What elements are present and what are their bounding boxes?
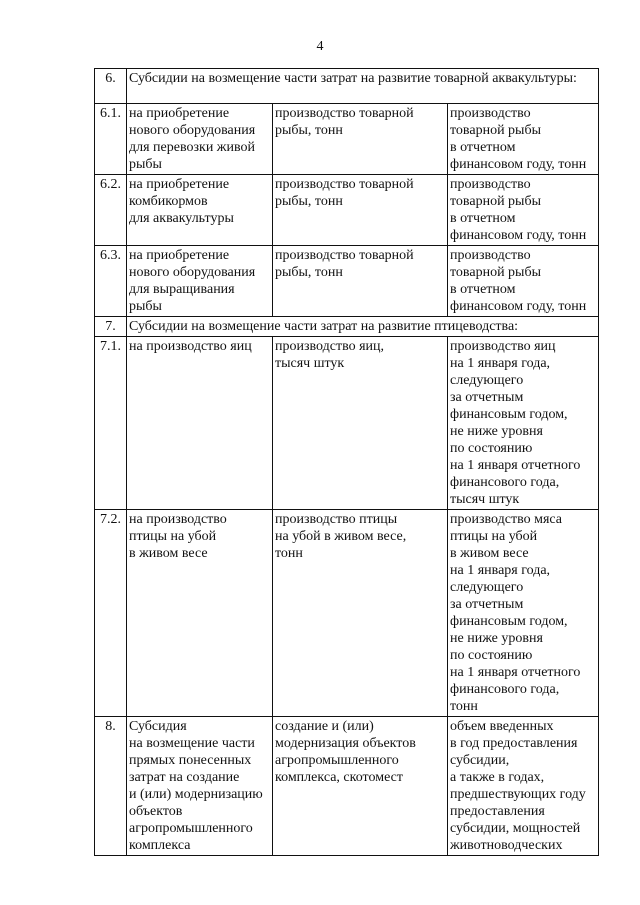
- result-cell: производство товарной рыбы в отчетном финансовом году, тонн: [448, 175, 599, 246]
- subsidy-purpose-cell: Субсидия на возмещение части прямых понесенных затрат на создание и (или) модернизацию объектов агропромышленного комплекса: [127, 717, 273, 856]
- table-row: [95, 104, 599, 175]
- page-number: 4: [316, 39, 324, 54]
- indicator-cell: производство товарной рыбы, тонн: [273, 246, 448, 317]
- result-cell: производство товарной рыбы в отчетном финансовом году, тонн: [448, 246, 599, 317]
- subsidy-purpose-cell: на производство птицы на убой в живом весе: [127, 510, 273, 717]
- result-cell: производство яиц на 1 января года, следующего за отчетным финансовым годом, не ниже уровня по состоянию на 1 января отчетного финансового года, тысяч штук: [448, 337, 599, 510]
- section-heading: Субсидии на возмещение части затрат на развитие птицеводства:: [127, 317, 599, 337]
- table-row-section: [95, 317, 599, 337]
- result-cell: объем введенных в год предоставления субсидии, а также в годах, предшествующих году предоставления субсидии, мощностей животноводческих: [448, 717, 599, 856]
- subsidies-table: [94, 68, 599, 856]
- row-number: 6.1.: [95, 104, 127, 175]
- table-row: [95, 337, 599, 510]
- indicator-cell: производство яиц, тысяч штук: [273, 337, 448, 510]
- result-cell: производство мяса птицы на убой в живом весе на 1 января года, следующего за отчетным финансовым годом, не ниже уровня по состоянию на 1 января отчетного финансового года, тонн: [448, 510, 599, 717]
- table-row: [95, 175, 599, 246]
- result-cell: производство товарной рыбы в отчетном финансовом году, тонн: [448, 104, 599, 175]
- table-row: [95, 246, 599, 317]
- row-number: 8.: [95, 717, 127, 856]
- row-number: 7.1.: [95, 337, 127, 510]
- subsidy-purpose-cell: на приобретение нового оборудования для перевозки живой рыбы: [127, 104, 273, 175]
- indicator-cell: производство товарной рыбы, тонн: [273, 104, 448, 175]
- indicator-cell: производство товарной рыбы, тонн: [273, 175, 448, 246]
- row-number: 6.2.: [95, 175, 127, 246]
- table-row-section: [95, 69, 599, 104]
- subsidy-purpose-cell: на приобретение комбикормов для аквакультуры: [127, 175, 273, 246]
- subsidy-purpose-cell: на приобретение нового оборудования для выращивания рыбы: [127, 246, 273, 317]
- table-row: [95, 717, 599, 856]
- indicator-cell: создание и (или) модернизация объектов агропромышленного комплекса, скотомест: [273, 717, 448, 856]
- section-heading: Субсидии на возмещение части затрат на развитие товарной аквакультуры:: [127, 69, 599, 104]
- row-number: 6.3.: [95, 246, 127, 317]
- table-row: [95, 510, 599, 717]
- row-number: 7.2.: [95, 510, 127, 717]
- subsidy-purpose-cell: на производство яиц: [127, 337, 273, 510]
- row-number: 6.: [95, 69, 127, 104]
- indicator-cell: производство птицы на убой в живом весе, тонн: [273, 510, 448, 717]
- row-number: 7.: [95, 317, 127, 337]
